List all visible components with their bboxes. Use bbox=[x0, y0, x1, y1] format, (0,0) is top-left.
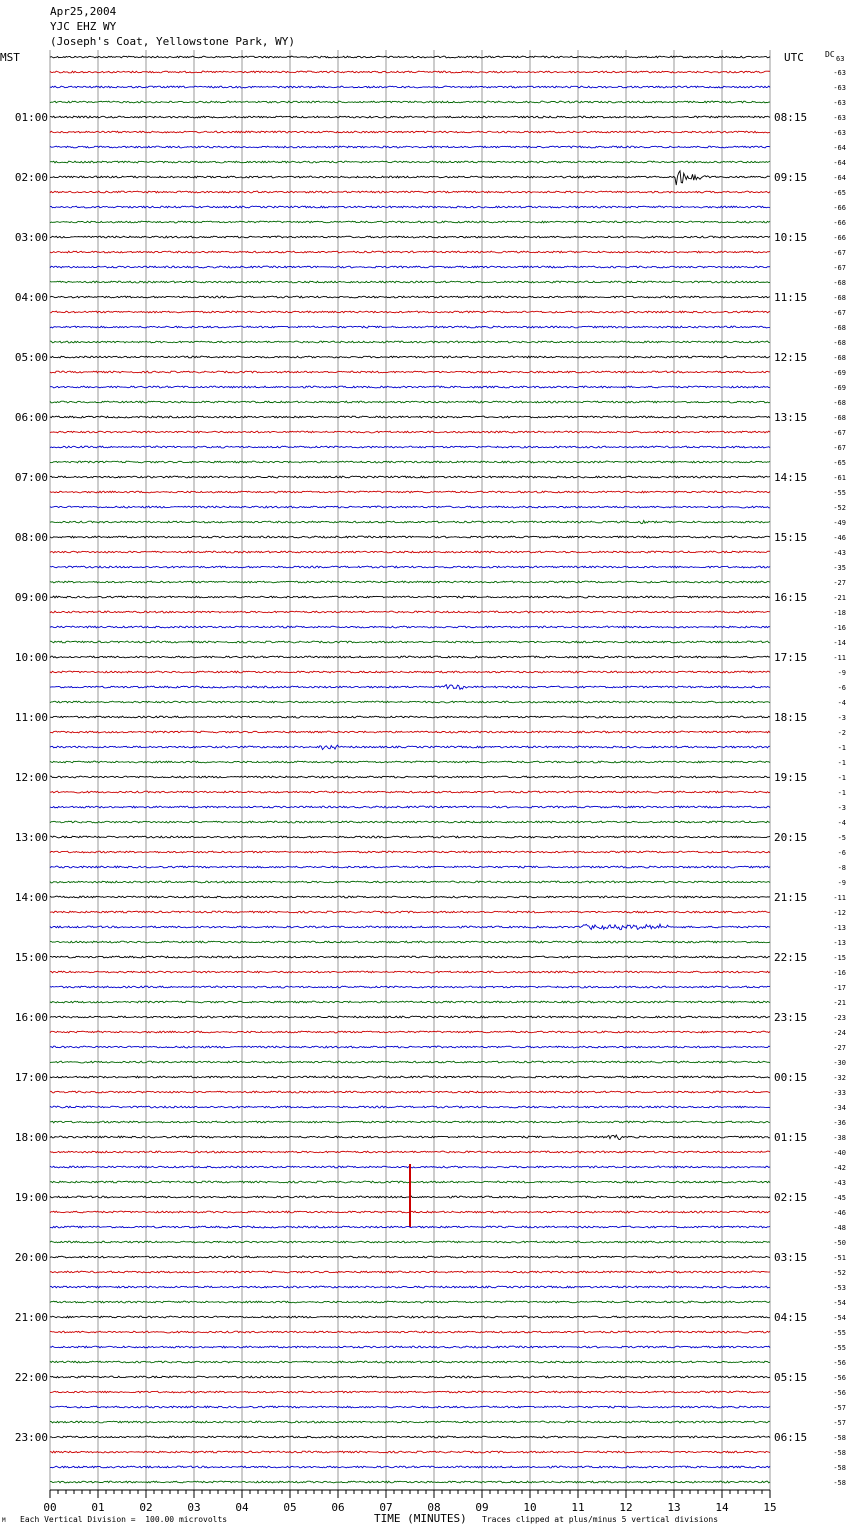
mst-hour-label: 22:00 bbox=[14, 1371, 48, 1384]
seismic-trace bbox=[50, 1376, 770, 1378]
dc-offset-label: -67 bbox=[833, 249, 846, 257]
seismic-trace bbox=[50, 221, 770, 223]
x-tick-label: 14 bbox=[715, 1501, 729, 1514]
dc-offset-label: -64 bbox=[833, 144, 846, 152]
dc-offset-label: -67 bbox=[833, 444, 846, 452]
dc-offset-label: -55 bbox=[833, 489, 846, 497]
seismic-trace bbox=[50, 356, 770, 358]
dc-offset-label: -14 bbox=[833, 639, 846, 647]
x-tick-label: 02 bbox=[139, 1501, 153, 1514]
x-tick-label: 08 bbox=[427, 1501, 441, 1514]
seismic-trace bbox=[50, 641, 770, 643]
utc-hour-label: 18:15 bbox=[774, 711, 808, 724]
seismic-trace bbox=[50, 161, 770, 163]
seismic-trace bbox=[50, 851, 770, 853]
mst-hour-label: 19:00 bbox=[14, 1191, 48, 1204]
dc-offset-label: -27 bbox=[833, 1044, 846, 1052]
dc-offset-label: -68 bbox=[833, 324, 846, 332]
seismic-trace bbox=[50, 1436, 770, 1438]
seismic-trace bbox=[50, 836, 770, 838]
x-tick-label: 01 bbox=[91, 1501, 105, 1514]
dc-offset-label: -43 bbox=[833, 549, 846, 557]
seismic-trace bbox=[50, 281, 770, 283]
mst-hour-label: 05:00 bbox=[14, 351, 48, 364]
x-axis-title: TIME (MINUTES) bbox=[374, 1512, 467, 1525]
seismic-trace bbox=[50, 1301, 770, 1303]
header-date: Apr25,2004 bbox=[50, 5, 117, 18]
mst-hour-label: 14:00 bbox=[14, 891, 48, 904]
dc-offset-label: -66 bbox=[833, 204, 846, 212]
seismic-trace bbox=[50, 581, 770, 583]
seismic-trace bbox=[50, 791, 770, 793]
utc-hour-label: 17:15 bbox=[774, 651, 808, 664]
dc-offset-label: -63 bbox=[833, 99, 846, 107]
seismic-trace bbox=[50, 521, 770, 524]
clip-note: Traces clipped at plus/minus 5 vertical divisions bbox=[482, 1515, 719, 1524]
seismic-trace bbox=[50, 101, 770, 103]
utc-hour-label: 01:15 bbox=[774, 1131, 808, 1144]
mst-hour-label: 20:00 bbox=[14, 1251, 48, 1264]
seismic-trace bbox=[50, 881, 770, 883]
dc-offset-label: -1 bbox=[837, 759, 846, 767]
dc-offset-label: -13 bbox=[833, 939, 846, 947]
mst-hour-label: 06:00 bbox=[14, 411, 48, 424]
seismic-trace bbox=[50, 1121, 770, 1123]
seismic-trace bbox=[50, 1466, 770, 1468]
x-tick-label: 07 bbox=[379, 1501, 393, 1514]
utc-hour-label: 16:15 bbox=[774, 591, 808, 604]
seismic-trace bbox=[50, 1331, 770, 1333]
seismic-trace bbox=[50, 626, 770, 628]
dc-offset-label: -56 bbox=[833, 1374, 846, 1382]
mst-heading: MST bbox=[0, 51, 20, 64]
dc-offset-label: -46 bbox=[833, 1209, 846, 1217]
dc-offset-label: -52 bbox=[833, 504, 846, 512]
x-tick-label: 05 bbox=[283, 1501, 297, 1514]
dc-offset-label: -17 bbox=[833, 984, 846, 992]
dc-offset-label: 63 bbox=[836, 55, 845, 63]
seismic-trace bbox=[50, 1271, 770, 1273]
dc-offset-label: -21 bbox=[833, 999, 846, 1007]
seismic-trace bbox=[50, 896, 770, 898]
seismic-trace bbox=[50, 1135, 770, 1139]
mst-hour-label: 23:00 bbox=[14, 1431, 48, 1444]
seismic-trace bbox=[50, 446, 770, 448]
scale-note: Each Vertical Division = 100.00 microvolts bbox=[20, 1515, 228, 1524]
seismic-trace bbox=[50, 1421, 770, 1423]
seismic-trace bbox=[50, 1091, 770, 1093]
dc-offset-label: -3 bbox=[837, 804, 846, 812]
utc-hour-label: 12:15 bbox=[774, 351, 808, 364]
dc-offset-label: -12 bbox=[833, 909, 846, 917]
x-tick-label: 06 bbox=[331, 1501, 345, 1514]
dc-offset-label: -18 bbox=[833, 609, 846, 617]
dc-offset-label: -45 bbox=[833, 1194, 846, 1202]
seismic-trace bbox=[50, 1106, 770, 1108]
dc-offset-label: -55 bbox=[833, 1329, 846, 1337]
dc-offset-label: -42 bbox=[833, 1164, 846, 1172]
dc-offset-label: -64 bbox=[833, 159, 846, 167]
seismic-trace bbox=[50, 86, 770, 88]
seismic-trace bbox=[50, 685, 770, 690]
utc-hour-label: 20:15 bbox=[774, 831, 808, 844]
mst-hour-label: 03:00 bbox=[14, 231, 48, 244]
dc-offset-label: -1 bbox=[837, 774, 846, 782]
dc-offset-label: -30 bbox=[833, 1059, 846, 1067]
dc-offset-label: -55 bbox=[833, 1344, 846, 1352]
x-tick-label: 03 bbox=[187, 1501, 201, 1514]
dc-offset-label: -54 bbox=[833, 1314, 846, 1322]
dc-offset-label: -9 bbox=[837, 879, 846, 887]
dc-offset-label: -11 bbox=[833, 894, 846, 902]
dc-offset-label: -6 bbox=[837, 849, 846, 857]
seismic-trace bbox=[50, 1451, 770, 1453]
utc-hour-label: 02:15 bbox=[774, 1191, 808, 1204]
seismic-trace bbox=[50, 536, 770, 538]
dc-offset-label: -48 bbox=[833, 1224, 846, 1232]
utc-hour-label: 05:15 bbox=[774, 1371, 808, 1384]
header-location: (Joseph's Coat, Yellowstone Park, WY) bbox=[50, 35, 296, 48]
seismic-trace bbox=[50, 986, 770, 988]
mst-hour-label: 04:00 bbox=[14, 291, 48, 304]
mst-hour-label: 09:00 bbox=[14, 591, 48, 604]
utc-hour-label: 23:15 bbox=[774, 1011, 808, 1024]
seismic-trace bbox=[50, 206, 770, 208]
dc-offset-label: -64 bbox=[833, 174, 846, 182]
dc-offset-label: -52 bbox=[833, 1269, 846, 1277]
mst-hour-label: 15:00 bbox=[14, 951, 48, 964]
seismic-trace bbox=[50, 1046, 770, 1048]
seismic-trace bbox=[50, 251, 770, 253]
mst-hour-label: 08:00 bbox=[14, 531, 48, 544]
seismic-trace bbox=[50, 1286, 770, 1288]
utc-hour-label: 14:15 bbox=[774, 471, 808, 484]
dc-offset-label: -66 bbox=[833, 219, 846, 227]
mst-hour-label: 13:00 bbox=[14, 831, 48, 844]
dc-offset-label: -67 bbox=[833, 264, 846, 272]
x-tick-label: 04 bbox=[235, 1501, 249, 1514]
dc-offset-label: -32 bbox=[833, 1074, 846, 1082]
x-tick-label: 15 bbox=[763, 1501, 777, 1514]
dc-offset-label: -5 bbox=[837, 834, 846, 842]
seismic-trace bbox=[50, 146, 770, 148]
dc-offset-label: -63 bbox=[833, 69, 846, 77]
dc-offset-label: -27 bbox=[833, 579, 846, 587]
dc-offset-label: -24 bbox=[833, 1029, 846, 1037]
seismic-trace bbox=[50, 191, 770, 193]
utc-hour-label: 03:15 bbox=[774, 1251, 808, 1264]
dc-offset-label: -58 bbox=[833, 1449, 846, 1457]
seismic-trace bbox=[50, 311, 770, 313]
seismic-trace bbox=[50, 911, 770, 913]
seismic-trace bbox=[50, 716, 770, 718]
seismic-trace bbox=[50, 806, 770, 808]
seismic-trace bbox=[50, 1361, 770, 1363]
x-tick-label: 11 bbox=[571, 1501, 585, 1514]
dc-offset-label: -69 bbox=[833, 384, 846, 392]
dc-offset-label: -2 bbox=[837, 729, 846, 737]
mst-hour-label: 18:00 bbox=[14, 1131, 48, 1144]
x-tick-label: 09 bbox=[475, 1501, 489, 1514]
dc-offset-label: -50 bbox=[833, 1239, 846, 1247]
dc-offset-label: -4 bbox=[837, 819, 846, 827]
seismic-trace bbox=[50, 1346, 770, 1348]
dc-label: DC bbox=[825, 50, 835, 59]
seismic-trace bbox=[50, 116, 770, 118]
dc-offset-label: -68 bbox=[833, 399, 846, 407]
mst-hour-label: 11:00 bbox=[14, 711, 48, 724]
utc-hour-label: 21:15 bbox=[774, 891, 808, 904]
seismic-trace bbox=[50, 341, 770, 343]
seismic-trace bbox=[50, 371, 770, 373]
seismic-trace bbox=[50, 596, 770, 598]
dc-offset-label: -34 bbox=[833, 1104, 846, 1112]
mst-hour-label: 10:00 bbox=[14, 651, 48, 664]
dc-offset-label: -16 bbox=[833, 624, 846, 632]
seismic-trace bbox=[50, 941, 770, 943]
utc-hour-label: 13:15 bbox=[774, 411, 808, 424]
seismic-trace bbox=[50, 776, 770, 778]
dc-offset-label: -54 bbox=[833, 1299, 846, 1307]
seismic-trace bbox=[50, 971, 770, 973]
dc-offset-label: -69 bbox=[833, 369, 846, 377]
seismic-trace bbox=[50, 551, 770, 553]
x-tick-label: 13 bbox=[667, 1501, 681, 1514]
utc-hour-label: 04:15 bbox=[774, 1311, 808, 1324]
seismic-trace bbox=[50, 296, 770, 298]
mst-hour-label: 01:00 bbox=[14, 111, 48, 124]
dc-offset-label: -1 bbox=[837, 789, 846, 797]
seismic-trace bbox=[50, 476, 770, 478]
trace-group bbox=[50, 56, 770, 1483]
corner-mark: M bbox=[2, 1517, 6, 1524]
utc-hour-label: 15:15 bbox=[774, 531, 808, 544]
dc-offset-label: -51 bbox=[833, 1254, 846, 1262]
utc-hour-label: 00:15 bbox=[774, 1071, 808, 1084]
seismic-trace bbox=[50, 326, 770, 328]
dc-offset-label: -3 bbox=[837, 714, 846, 722]
seismic-trace bbox=[50, 1016, 770, 1018]
x-tick-label: 10 bbox=[523, 1501, 537, 1514]
mst-hour-label: 17:00 bbox=[14, 1071, 48, 1084]
dc-offset-label: -66 bbox=[833, 234, 846, 242]
utc-hour-label: 19:15 bbox=[774, 771, 808, 784]
dc-offset-label: -36 bbox=[833, 1119, 846, 1127]
mst-hour-label: 12:00 bbox=[14, 771, 48, 784]
seismic-trace bbox=[50, 656, 770, 658]
dc-offset-label: -68 bbox=[833, 414, 846, 422]
dc-offset-label: -49 bbox=[833, 519, 846, 527]
utc-hour-label: 09:15 bbox=[774, 171, 808, 184]
dc-offset-label: -58 bbox=[833, 1464, 846, 1472]
seismic-trace bbox=[50, 956, 770, 958]
dc-offset-label: -6 bbox=[837, 684, 846, 692]
seismic-trace bbox=[50, 1001, 770, 1003]
dc-offset-label: -56 bbox=[833, 1389, 846, 1397]
seismic-trace bbox=[50, 1406, 770, 1408]
seismic-trace bbox=[50, 1151, 770, 1153]
seismic-trace bbox=[50, 761, 770, 763]
seismic-trace bbox=[50, 1256, 770, 1258]
dc-offset-label: -68 bbox=[833, 294, 846, 302]
dc-offset-label: -63 bbox=[833, 84, 846, 92]
seismic-trace bbox=[50, 461, 770, 463]
dc-offset-label: -68 bbox=[833, 279, 846, 287]
dc-offset-label: -43 bbox=[833, 1179, 846, 1187]
seismic-trace bbox=[50, 416, 770, 418]
seismic-trace bbox=[50, 701, 770, 703]
mst-hour-label: 16:00 bbox=[14, 1011, 48, 1024]
utc-hour-label: 22:15 bbox=[774, 951, 808, 964]
x-tick-label: 12 bbox=[619, 1501, 633, 1514]
dc-offset-label: -9 bbox=[837, 669, 846, 677]
seismic-trace bbox=[50, 266, 770, 268]
seismic-trace bbox=[50, 506, 770, 508]
dc-offset-label: -58 bbox=[833, 1434, 846, 1442]
dc-offset-label: -65 bbox=[833, 459, 846, 467]
dc-offset-label: -1 bbox=[837, 744, 846, 752]
dc-offset-label: -8 bbox=[837, 864, 846, 872]
dc-offset-label: -61 bbox=[833, 474, 846, 482]
dc-offset-label: -63 bbox=[833, 114, 846, 122]
dc-offset-label: -53 bbox=[833, 1284, 846, 1292]
seismic-trace bbox=[50, 171, 770, 185]
seismic-trace bbox=[50, 236, 770, 238]
utc-hour-label: 08:15 bbox=[774, 111, 808, 124]
utc-hour-label: 11:15 bbox=[774, 291, 808, 304]
utc-heading: UTC bbox=[784, 51, 804, 64]
seismic-trace bbox=[50, 745, 770, 749]
seismic-trace bbox=[50, 731, 770, 733]
dc-offset-label: -23 bbox=[833, 1014, 846, 1022]
dc-offset-label: -21 bbox=[833, 594, 846, 602]
dc-offset-label: -68 bbox=[833, 354, 846, 362]
seismic-trace bbox=[50, 924, 770, 929]
header-station: YJC EHZ WY bbox=[50, 20, 117, 33]
utc-hour-label: 10:15 bbox=[774, 231, 808, 244]
dc-offset-label: -67 bbox=[833, 309, 846, 317]
dc-offset-label: -38 bbox=[833, 1134, 846, 1142]
seismic-trace bbox=[50, 1241, 770, 1243]
axis-labels bbox=[0, 50, 846, 1514]
seismic-trace bbox=[50, 1481, 770, 1483]
seismic-trace bbox=[50, 1061, 770, 1063]
dc-offset-label: -16 bbox=[833, 969, 846, 977]
seismic-trace bbox=[50, 611, 770, 613]
seismic-trace bbox=[50, 671, 770, 673]
x-tick-label: 00 bbox=[43, 1501, 57, 1514]
seismic-trace bbox=[50, 431, 770, 433]
mst-hour-label: 07:00 bbox=[14, 471, 48, 484]
dc-offset-label: -33 bbox=[833, 1089, 846, 1097]
dc-offset-label: -63 bbox=[833, 129, 846, 137]
seismic-trace bbox=[50, 866, 770, 868]
dc-offset-label: -4 bbox=[837, 699, 846, 707]
seismic-trace bbox=[50, 131, 770, 133]
mst-hour-label: 02:00 bbox=[14, 171, 48, 184]
dc-offset-label: -65 bbox=[833, 189, 846, 197]
seismic-trace bbox=[50, 401, 770, 403]
mst-hour-label: 21:00 bbox=[14, 1311, 48, 1324]
dc-offset-label: -57 bbox=[833, 1419, 846, 1427]
dc-offset-label: -67 bbox=[833, 429, 846, 437]
seismic-trace bbox=[50, 821, 770, 823]
dc-offset-label: -11 bbox=[833, 654, 846, 662]
dc-offset-label: -57 bbox=[833, 1404, 846, 1412]
seismic-trace bbox=[50, 56, 770, 58]
seismic-trace bbox=[50, 1391, 770, 1393]
seismic-trace bbox=[50, 1076, 770, 1078]
utc-hour-label: 06:15 bbox=[774, 1431, 808, 1444]
dc-offset-label: -58 bbox=[833, 1479, 846, 1487]
dc-offset-label: -35 bbox=[833, 564, 846, 572]
seismic-trace bbox=[50, 1031, 770, 1033]
seismic-trace bbox=[50, 566, 770, 568]
dc-offset-label: -56 bbox=[833, 1359, 846, 1367]
dc-offset-label: -15 bbox=[833, 954, 846, 962]
seismic-trace bbox=[50, 1316, 770, 1318]
dc-offset-label: -46 bbox=[833, 534, 846, 542]
seismic-trace bbox=[50, 491, 770, 493]
seismic-trace bbox=[50, 71, 770, 73]
dc-offset-label: -13 bbox=[833, 924, 846, 932]
dc-offset-label: -68 bbox=[833, 339, 846, 347]
seismic-trace bbox=[50, 386, 770, 388]
dc-offset-label: -40 bbox=[833, 1149, 846, 1157]
